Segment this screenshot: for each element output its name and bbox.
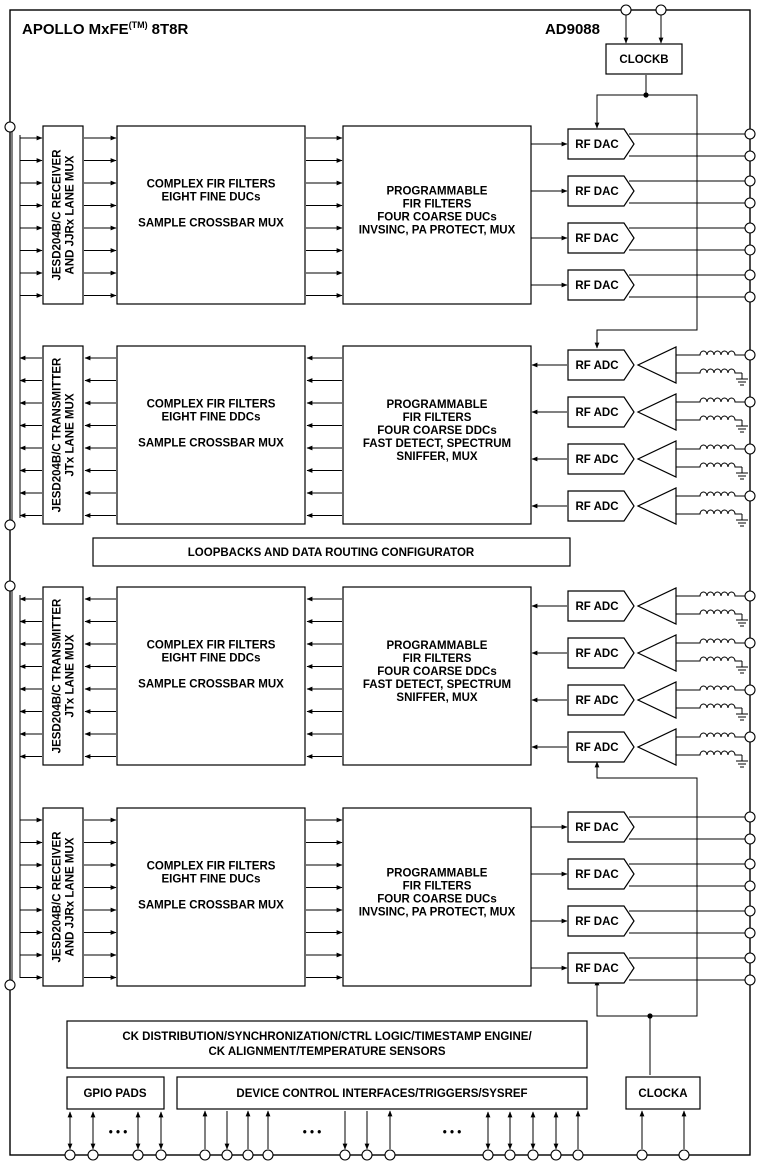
fine-filter-block [117,808,305,986]
left-lane-pin [5,980,15,990]
dac-output-pin [745,270,755,280]
function-blocks [43,44,700,1139]
coarse-filter-label-line: INVSINC, PA PROTECT, MUX [358,906,516,919]
fine-filter-label-line: COMPLEX FIR FILTERS [146,178,276,191]
input-coil [676,416,742,420]
coarse-filter-label-line: FIR FILTERS [402,412,472,424]
control-pin [385,1150,395,1160]
adc-input-pin [745,638,755,648]
left-lane-pin [5,581,15,591]
input-coil [676,610,742,614]
input-coil [676,492,742,496]
dac-output-pin [745,928,755,938]
input-buffer [638,729,676,765]
control-pin [200,1150,210,1160]
coarse-filter-label-line: SNIFFER, MUX [396,451,478,463]
rf-dac-label: RF DAC [575,139,619,151]
ck-distribution-block [67,1021,587,1068]
gpio-ellipsis: • • • [108,1127,128,1139]
gpio-pin [156,1150,166,1160]
product-suffix: 8T8R [151,21,189,38]
adc-input-pin [745,350,755,360]
input-buffer [638,635,676,671]
rf-adc-label: RF ADC [575,501,619,513]
control-pin [243,1150,253,1160]
clocka-label: CLOCKA [638,1088,688,1100]
rf-dac-label: RF DAC [575,916,619,928]
adc-input-pin [745,591,755,601]
adc-input-pin [745,397,755,407]
input-coil [676,657,742,661]
control-pin [362,1150,372,1160]
adc-input-pin [745,444,755,454]
fine-filter-label-line: SAMPLE CROSSBAR MUX [138,678,284,691]
input-buffer [638,588,676,624]
coarse-filter-label-line: FOUR COARSE DDCs [377,425,497,437]
rf-dac-label: RF DAC [575,822,619,834]
fine-filter-label-line: SAMPLE CROSSBAR MUX [138,437,284,450]
coarse-filter-label-line: FIR FILTERS [402,198,472,211]
gpio-label: GPIO PADS [83,1088,147,1100]
left-lane-pin [5,520,15,530]
device-control-label: DEVICE CONTROL INTERFACES/TRIGGERS/SYSREF [236,1088,528,1100]
lane-mux-label-line: AND JJRx LANE MUX [64,155,77,275]
control-pin [573,1150,583,1160]
coarse-filter-label-line: FAST DETECT, SPECTRUM [362,679,512,691]
dac-output-pin [745,881,755,891]
input-coil [676,686,742,690]
coarse-filter-label-line: FOUR COARSE DDCs [377,666,497,678]
control-pin [505,1150,515,1160]
input-coil [676,351,742,355]
dac-output-pin [745,198,755,208]
rf-dac-label: RF DAC [575,280,619,292]
input-buffer [638,347,676,383]
input-coil [676,510,742,514]
lane-mux-label-line: JTx LANE MUX [64,393,77,477]
svg-text:APOLLO MxFE(TM)8T8R [22,20,189,38]
fine-filter-label-line: EIGHT FINE DDCs [161,411,261,424]
fine-filter-label-line: EIGHT FINE DDCs [161,652,261,665]
fine-filter-label-line: COMPLEX FIR FILTERS [146,639,276,652]
input-coil [676,592,742,596]
fine-filter-block [117,126,305,304]
chip-title [22,20,189,38]
input-buffer [638,682,676,718]
control-ellipsis: • • • [442,1127,462,1139]
clockb-pin [621,5,631,15]
product-name: APOLLO MxFE [22,21,129,38]
coarse-filter-label-line: PROGRAMMABLE [386,399,488,411]
clockb-to-dac [597,95,646,128]
adc-input-pin [745,491,755,501]
dac-output-pin [745,975,755,985]
trademark: (TM) [128,20,148,30]
fine-filter-label-line: EIGHT FINE DUCs [161,191,261,204]
ck-distribution-line: CK DISTRIBUTION/SYNCHRONIZATION/CTRL LOGIC/TIMESTAMP ENGINE/ [122,1031,532,1043]
dac-output-pin [745,953,755,963]
clocka-pin [637,1150,647,1160]
rf-adc-label: RF ADC [575,648,619,660]
left-lane-pin [5,122,15,132]
fine-filter-label-line: COMPLEX FIR FILTERS [146,860,276,873]
fine-filter-label-line: COMPLEX FIR FILTERS [146,398,276,411]
gpio-pin [65,1150,75,1160]
fine-filter-block [117,346,305,524]
coarse-filter-label-line: PROGRAMMABLE [386,185,488,198]
fine-filter-label-line: SAMPLE CROSSBAR MUX [138,899,284,912]
loopback-label: LOOPBACKS AND DATA ROUTING CONFIGURATOR [187,547,475,559]
input-coil [676,733,742,737]
coarse-filter-label-line: PROGRAMMABLE [386,640,488,652]
ck-distribution-line: CK ALIGNMENT/TEMPERATURE SENSORS [208,1046,446,1058]
dac-output-pin [745,859,755,869]
fine-filter-label-line: SAMPLE CROSSBAR MUX [138,217,284,230]
lane-mux-label-line: AND JJRx LANE MUX [64,837,77,957]
control-ellipsis: • • • [302,1127,322,1139]
lane-mux-label-line: JESD204B/C TRANSMITTER [51,598,64,754]
dac-output-pin [745,176,755,186]
input-coil [676,639,742,643]
rf-adc-label: RF ADC [575,454,619,466]
input-buffer [638,488,676,524]
coarse-filter-label-line: FIR FILTERS [402,880,472,893]
fine-filter-label-line: EIGHT FINE DUCs [161,873,261,886]
coarse-filter-label-line: INVSINC, PA PROTECT, MUX [358,224,516,237]
dac-output-pin [745,292,755,302]
rf-adc-label: RF ADC [575,407,619,419]
input-coil [676,463,742,467]
control-pin [528,1150,538,1160]
lane-mux-label-line: JESD204B/C RECEIVER [51,831,64,963]
dac-output-pin [745,245,755,255]
part-number: AD9088 [544,21,600,38]
coarse-filter-label-line: FOUR COARSE DUCs [377,893,497,906]
rf-adc-label: RF ADC [575,360,619,372]
dac-output-pin [745,834,755,844]
dac-output-pin [745,906,755,916]
gpio-pin [88,1150,98,1160]
dac-output-pin [745,129,755,139]
input-coil [676,704,742,708]
control-pin [551,1150,561,1160]
control-pin [483,1150,493,1160]
input-coil [676,445,742,449]
rf-dac-label: RF DAC [575,869,619,881]
input-buffer [638,394,676,430]
control-pin [340,1150,350,1160]
rf-adc-label: RF ADC [575,742,619,754]
dac-output-pin [745,223,755,233]
gpio-pin [133,1150,143,1160]
dac-output-pin [745,812,755,822]
coarse-filter-label-line: FIR FILTERS [402,653,472,665]
clockb-label: CLOCKB [619,54,669,66]
rf-dac-label: RF DAC [575,963,619,975]
control-pin [263,1150,273,1160]
input-coil [676,398,742,402]
rf-adc-label: RF ADC [575,695,619,707]
rf-adc-label: RF ADC [575,601,619,613]
rf-dac-label: RF DAC [575,186,619,198]
adc-input-pin [745,732,755,742]
clockb-pin [656,5,666,15]
coarse-filter-label-line: PROGRAMMABLE [386,867,488,880]
input-buffer [638,441,676,477]
coarse-filter-label-line: FOUR COARSE DUCs [377,211,497,224]
control-pin [222,1150,232,1160]
fine-filter-block [117,587,305,765]
lane-mux-label-line: JTx LANE MUX [64,634,77,718]
coarse-filter-label-line: SNIFFER, MUX [396,692,478,704]
clocka-to-dac [597,980,650,1016]
clocka-pin [679,1150,689,1160]
lane-mux-label-line: JESD204B/C TRANSMITTER [51,357,64,513]
coarse-filter-label-line: FAST DETECT, SPECTRUM [362,438,512,450]
adc-input-pin [745,685,755,695]
rf-dac-label: RF DAC [575,233,619,245]
input-coil [676,751,742,755]
dac-output-pin [745,151,755,161]
lane-mux-label-line: JESD204B/C RECEIVER [51,149,64,281]
input-coil [676,369,742,373]
